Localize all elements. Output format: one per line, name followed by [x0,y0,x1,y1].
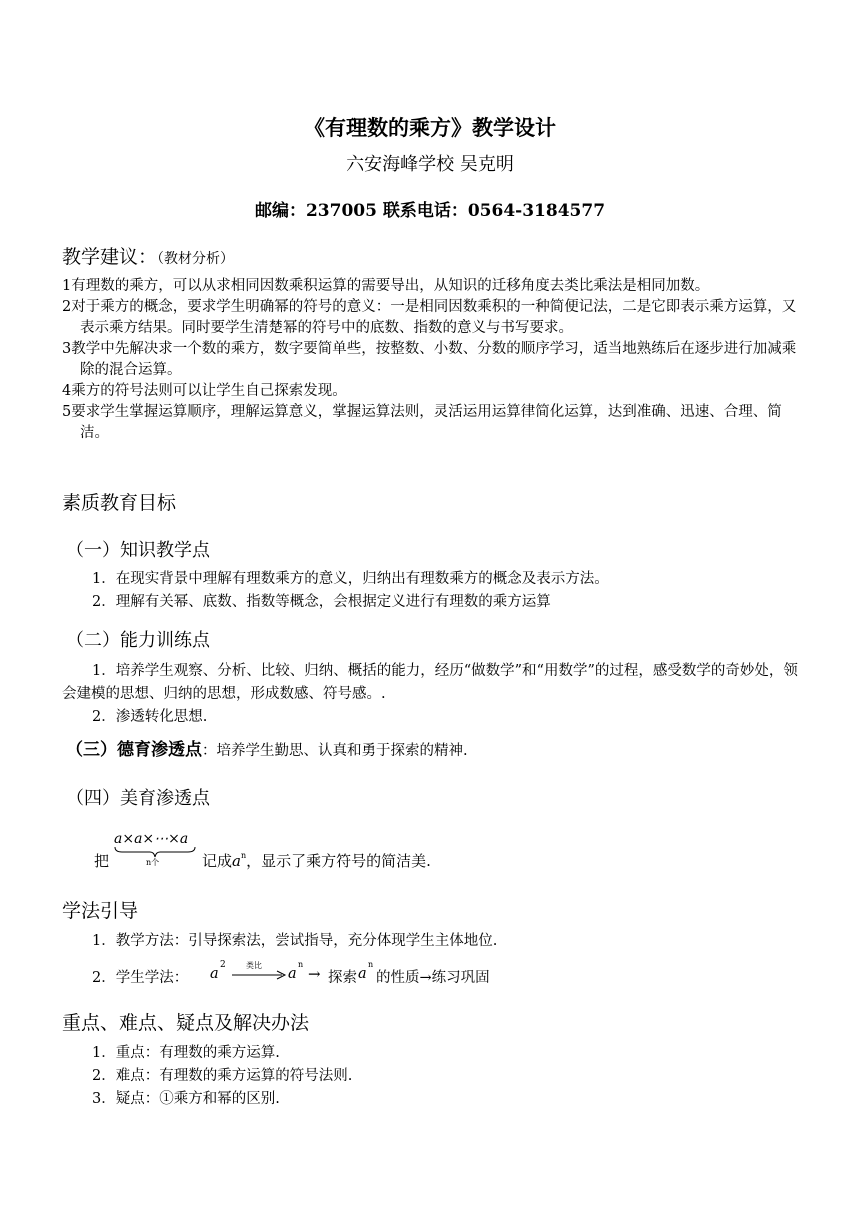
explore-text: 探索 [328,970,357,986]
advice-heading [62,242,234,269]
moral-heading: （三）德育渗透点 [66,740,202,760]
knowledge-heading: （一）知识教学点 [66,540,210,561]
an-base: a [288,966,297,982]
goals-heading: 素质教育目标 [62,492,177,514]
an2-exp: n [368,960,374,969]
method-item-2 [92,958,612,992]
analogy-arrow [230,958,288,986]
power-exp: n [240,851,247,860]
ability-item: 2．渗透转化思想. [92,709,208,725]
advice-item: 2对于乘方的概念，要求学生明确幂的符号的意义：一是相同因数乘积的一种简便记法，二是它即表示乘方运算，又表示乘方结果。同时要学生清楚幂的符号中的底数、指数的意义与书写要求。 [62,299,797,336]
method-item: 1．教学方法：引导探索法，尝试指导，充分体现学生主体地位. [92,933,498,949]
doc-contact: 邮编：237005 联系电话：0564-3184577 [254,201,606,221]
keypoints-heading: 重点、难点、疑点及解决办法 [62,1012,310,1034]
aesthetic-suffix: ，显示了乘方符号的简洁美. [246,852,431,870]
power-base: a [232,852,241,870]
advice-item: 1有理数的乘方，可以从求相同因数乘积运算的需要导出，从知识的迁移角度去类比乘法是相同加数。 [62,278,710,294]
method-heading: 学法引导 [62,900,139,922]
aesthetic-formula-line [94,828,514,876]
method-tail: 的性质→练习巩固 [376,970,490,986]
arrow-label: 类比 [246,961,262,970]
formula-top: a×a×⋯×a [114,831,189,847]
moral-text: ：培养学生勤思、认真和勇于探索的精神. [202,743,468,759]
aesthetic-heading: （四）美育渗透点 [66,788,210,809]
arrow-right: → [308,965,321,983]
advice-heading-text: 教学建议： [62,246,158,268]
formula-under: n个 [146,858,160,867]
an2-base: a [358,966,367,982]
keypoint-item: 3．疑点：①乘方和幂的区别. [92,1091,280,1107]
advice-heading-note: （教材分析） [157,251,235,267]
a2-exp: 2 [220,960,226,970]
doc-author: 六安海峰学校 吴克明 [346,154,514,175]
knowledge-item: 2．理解有关幂、底数、指数等概念，会根据定义进行有理数的乘方运算 [92,594,551,610]
moral-line [66,739,468,762]
advice-list [62,276,802,444]
underbrace-icon [115,847,195,857]
knowledge-item: 1．在现实背景中理解有理数乘方的意义，归纳出有理数乘方的概念及表示方法。 [92,571,609,587]
advice-item: 5要求学生掌握运算顺序，理解运算意义，掌握运算法则，灵活运用运算律简化运算，达到准确、迅速、合理、简洁。 [62,404,782,441]
aesthetic-rest [202,850,431,871]
a2-base: a [210,966,219,982]
an-exp: n [298,960,304,969]
keypoint-item: 2．难点：有理数的乘方运算的符号法则. [92,1068,353,1084]
doc-title: 《有理数的乘方》教学设计 [304,116,556,140]
advice-item: 4乘方的符号法则可以让学生自己探索发现。 [62,383,347,399]
keypoint-item: 1．重点：有理数的乘方运算. [92,1045,280,1061]
underbrace-formula [112,828,202,874]
method-item2-prefix: 2．学生学法： [92,970,189,986]
ability-item: 1．培养学生观察、分析、比较、归纳、概括的能力，经历“做数学”和“用数学”的过程，感受数学的奇妙处，领会建模的思想、归纳的思想，形成数感、符号感。. [62,663,798,702]
advice-item: 3教学中先解决求一个数的乘方，数字要简单些，按整数、小数、分数的顺序学习，适当地熟练后在逐步进行加减乘除的混合运算。 [62,341,797,378]
aesthetic-prefix: 把 [94,852,110,870]
aesthetic-mid: 记成 [202,852,233,870]
ability-heading: （二）能力训练点 [66,630,210,651]
